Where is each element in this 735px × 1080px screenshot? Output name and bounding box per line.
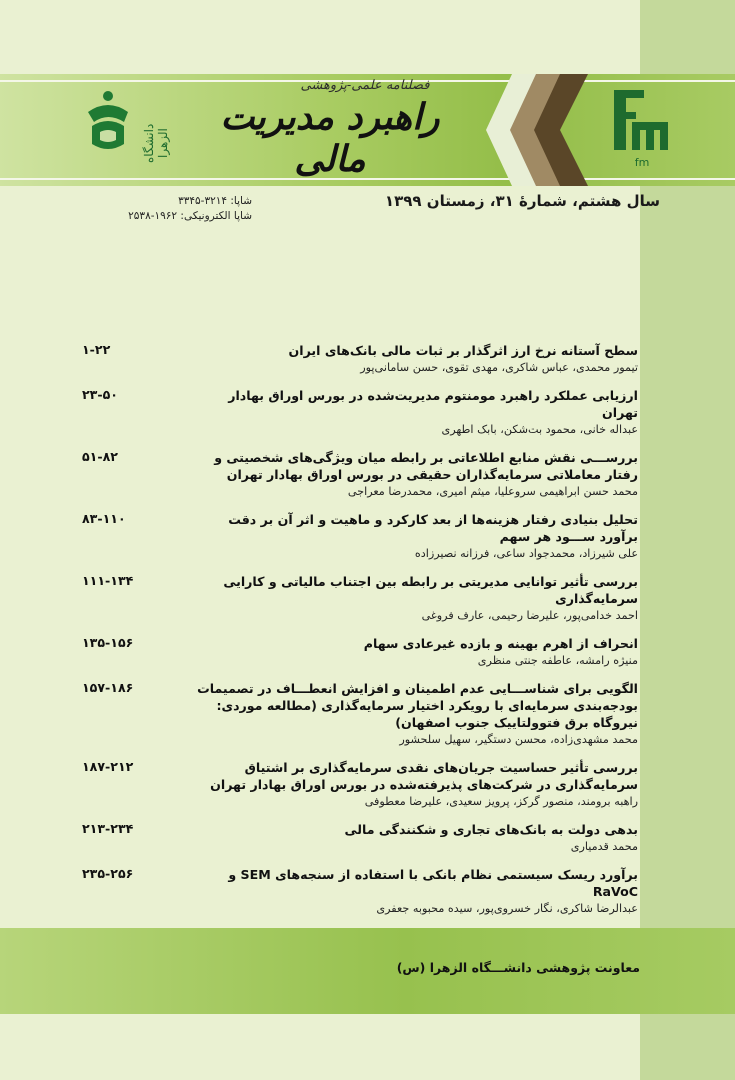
toc-title[interactable]: بدهی دولت به بانک‌های تجاری و شکنندگی مالی: [344, 822, 638, 837]
toc-authors: محمد حسن ابراهیمی سروعلیا، میثم امیری، محمدرضا معراجی: [347, 485, 638, 498]
toc-authors: تیمور محمدی، عباس شاکری، مهدی تقوی، حسن سامانی‌پور: [360, 361, 638, 374]
toc-title[interactable]: تحلیل بنیادی رفتار هزینه‌ها از بعد کارکرد و ماهیت و اثر آن بر دقت برآورد ســـود هر سهم: [228, 512, 638, 544]
toc-title[interactable]: الگویی برای شناســـایی عدم اطمینان و افزایش انعطـــاف در تصمیمات بودجه‌بندی سرمایه‌ای با رویکرد اختیار سرمایه‌گذاری (مطالعه موردی: نیروگاه برق فتوولتاییک جنوب اصفهان): [197, 681, 638, 730]
toc-entry[interactable]: [82, 342, 638, 376]
toc-pages: ۱۸۷-۲۱۲: [82, 759, 134, 774]
table-of-contents: [82, 342, 638, 917]
logo-dot-icon: [103, 91, 113, 101]
logo-inner-icon: [100, 130, 116, 142]
logo-f-bar-icon: [614, 90, 644, 98]
toc-title[interactable]: بررسی تأثیر توانایی مدیریتی بر رابطه بین اجتناب مالیاتی و کارایی سرمایه‌گذاری: [223, 574, 638, 606]
logo-arc-icon: [88, 105, 128, 122]
volume-info: سال هشتم، شمارۀ ۳۱، زمستان ۱۳۹۹: [384, 192, 660, 210]
toc-pages: ۵۱-۸۲: [82, 449, 118, 464]
logo-m-icon: [632, 122, 668, 150]
toc-pages: ۱۳۵-۱۵۶: [82, 635, 134, 650]
toc-title[interactable]: سطح آستانه نرخ ارز اثرگذار بر ثبات مالی بانک‌های ایران: [288, 343, 638, 358]
issn-block: [82, 194, 252, 224]
journal-subtitle: فصلنامه علمی-پژوهشی: [300, 78, 430, 93]
toc-title[interactable]: بررسی تأثیر حساسیت جریان‌های نقدی سرمایه‌گذاری بر اشتیاق سرمایه‌گذاری در شرکت‌های پذیرفته‌شده در بورس اوراق بهادار تهران: [210, 760, 638, 792]
toc-title[interactable]: بررســـی نقش منابع اطلاعاتی بر رابطه میان ویژگی‌های شخصیتی و رفتار معاملاتی سرمایه‌گذاران حقیقی در بورس اوراق بهادار تهران: [214, 450, 638, 482]
toc-authors: عبداله خانی، محمود بت‌شکن، بابک اطهری: [441, 423, 638, 436]
toc-authors: احمد خدامی‌پور، علیرضا رحیمی، عارف فروغی: [421, 609, 638, 622]
toc-pages: ۱۱۱-۱۳۴: [82, 573, 134, 588]
journal-logo-fm: [610, 86, 674, 170]
toc-entry[interactable]: [82, 449, 638, 500]
toc-authors: راهبه برومند، منصور گرکز، پرویز سعیدی، علیرضا معطوفی: [364, 795, 638, 808]
toc-pages: ۱-۲۲: [82, 342, 111, 357]
toc-authors: عبدالرضا شاکری، نگار خسروی‌پور، سیده محبوبه جعفری: [376, 902, 638, 915]
university-name: دانشگاه الزهرا: [142, 123, 170, 163]
toc-entry[interactable]: [82, 635, 638, 669]
journal-title: راهبرد مدیریت مالی: [220, 96, 440, 180]
logo-f-stem-icon: [614, 90, 626, 150]
toc-entry[interactable]: [82, 759, 638, 810]
issn-electronic: شاپا الکترونیکی: ۱۹۶۲-۲۵۳۸: [128, 210, 252, 222]
toc-entry[interactable]: [82, 511, 638, 562]
toc-pages: ۲۱۳-۲۳۴: [82, 821, 134, 836]
toc-authors: علی شیرزاد، محمدجواد ساعی، فرزانه نصیرزاده: [414, 547, 638, 560]
toc-title[interactable]: برآورد ریسک سیستمی نظام بانکی با استفاده از سنجه‌های SEM و RaVoC: [228, 867, 638, 899]
toc-authors: محمد قدمیاری: [570, 840, 638, 853]
toc-entry[interactable]: [82, 387, 638, 438]
toc-entry[interactable]: [82, 573, 638, 624]
toc-title[interactable]: انحراف از اهرم بهینه و بازده غیرعادی سهام: [363, 636, 638, 651]
chevrons-graphic: [478, 74, 598, 186]
toc-entry[interactable]: [82, 680, 638, 748]
toc-authors: محمد مشهدی‌زاده، محسن دستگیر، سهیل سلحشور: [399, 733, 638, 746]
toc-pages: ۲۳-۵۰: [82, 387, 118, 402]
footer-text: معاونت پژوهشی دانشـــگاه الزهرا (س): [396, 960, 640, 975]
toc-pages: ۱۵۷-۱۸۶: [82, 680, 134, 695]
toc-entry[interactable]: [82, 866, 638, 917]
logo-f-midbar-icon: [614, 112, 636, 119]
logo-fm-label: fm: [634, 156, 650, 169]
toc-pages: ۲۳۵-۲۵۶: [82, 866, 134, 881]
toc-title[interactable]: ارزیابی عملکرد راهبرد مومنتوم مدیریت‌شده در بورس اوراق بهادار تهران: [228, 388, 638, 420]
issn-print: شاپا: ۳۲۱۴-۳۳۴۵: [178, 195, 252, 207]
toc-entry[interactable]: [82, 821, 638, 855]
toc-authors: منیژه رامشه، عاطفه جنتی منظری: [477, 654, 638, 667]
toc-pages: ۸۳-۱۱۰: [82, 511, 126, 526]
